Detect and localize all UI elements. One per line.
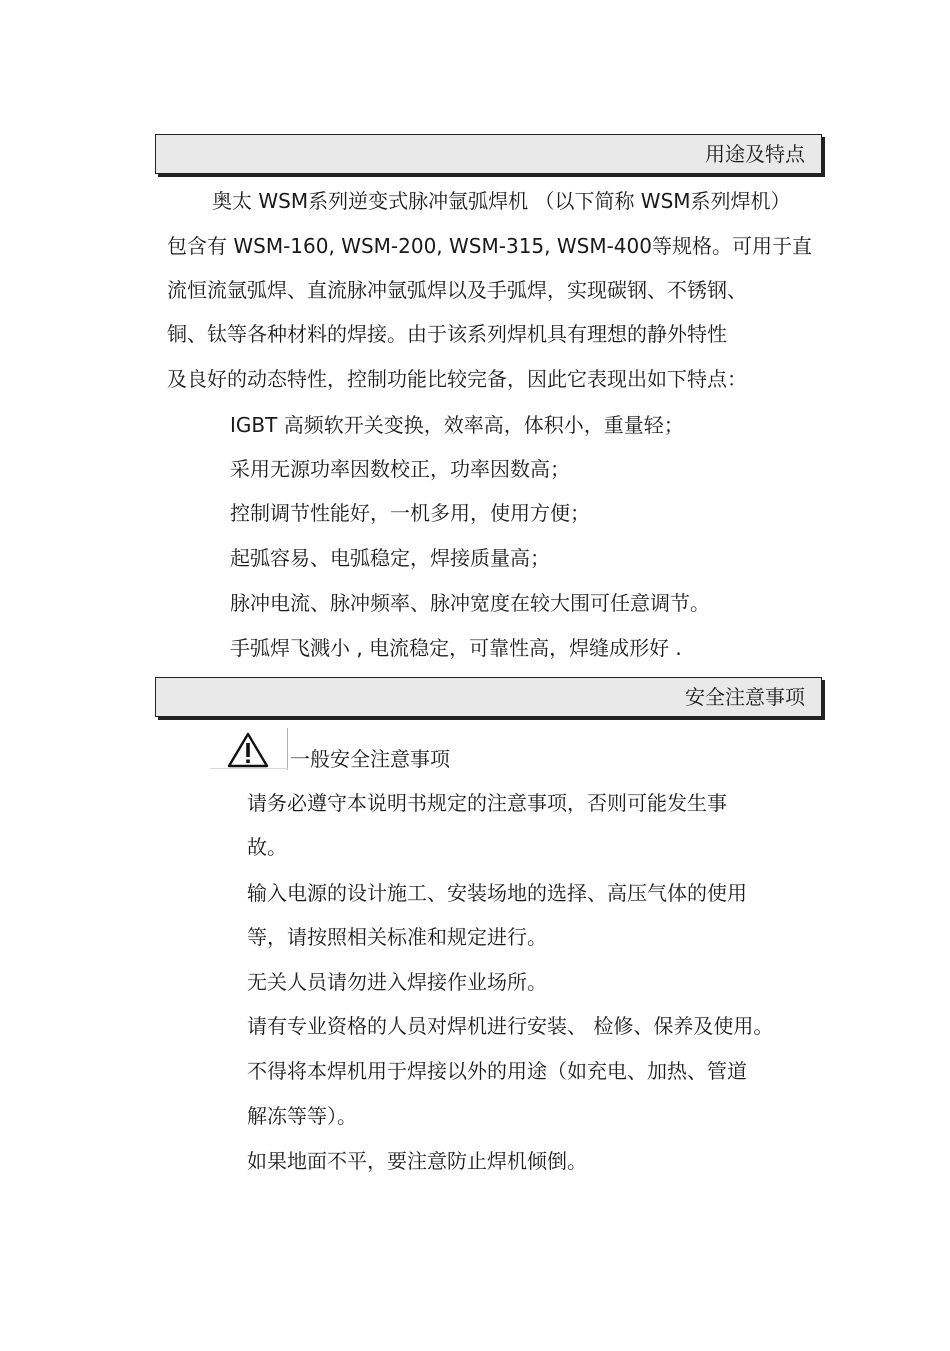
safety-item: 解冻等等）。: [247, 1104, 357, 1128]
intro-line-2: 包含有 WSM-160, WSM-200, WSM-315, WSM-400等规格。可用于直: [167, 234, 812, 258]
safety-item: 请有专业资格的人员对焊机进行安装、 检修、保养及使用。: [247, 1014, 774, 1038]
safety-item: 输入电源的设计施工、安装场地的选择、高压气体的使用: [247, 881, 747, 905]
section-title: 用途及特点: [705, 142, 805, 166]
feature-item: 起弧容易、电弧稳定，焊接质量高；: [230, 546, 550, 570]
safety-item: 如果地面不平，要注意防止焊机倾倒。: [247, 1149, 587, 1173]
feature-item: 手弧焊飞溅小 , 电流稳定，可靠性高，焊缝成形好 .: [230, 636, 682, 660]
warning-triangle-icon: [226, 731, 270, 769]
intro-line-5: 及良好的动态特性，控制功能比较完备，因此它表现出如下特点：: [167, 367, 747, 391]
safety-subheading: 一般安全注意事项: [290, 747, 450, 771]
feature-item: 控制调节性能好，一机多用，使用方便；: [230, 501, 590, 525]
intro-line-3: 流恒流氩弧焊、直流脉冲氩弧焊以及手弧焊，实现碳钢、不锈钢、: [167, 278, 747, 302]
safety-item: 不得将本焊机用于焊接以外的用途（如充电、加热、管道: [247, 1059, 747, 1083]
safety-item: 请务必遵守本说明书规定的注意事项，否则可能发生事: [247, 791, 727, 815]
safety-item: 无关人员请勿进入焊接作业场所。: [247, 970, 547, 994]
warning-divider: [287, 728, 288, 770]
warning-underline: [210, 768, 288, 769]
feature-item: 采用无源功率因数校正，功率因数高；: [230, 457, 570, 481]
feature-item: IGBT 高频软开关变换，效率高，体积小，重量轻；: [230, 413, 684, 437]
safety-item: 故。: [247, 835, 287, 859]
feature-item: 脉冲电流、脉冲频率、脉冲宽度在较大围可任意调节。: [230, 591, 710, 615]
intro-line-4: 铜、钛等各种材料的焊接。由于该系列焊机具有理想的静外特性: [167, 322, 727, 346]
section-header-safety: [155, 677, 822, 717]
section-title: 安全注意事项: [685, 685, 805, 709]
section-header-usage-features: [155, 134, 822, 174]
safety-item: 等，请按照相关标准和规定进行。: [247, 925, 547, 949]
intro-line-1: 奥太 WSM系列逆变式脉冲氩弧焊机 （以下简称 WSM系列焊机）: [212, 189, 791, 213]
